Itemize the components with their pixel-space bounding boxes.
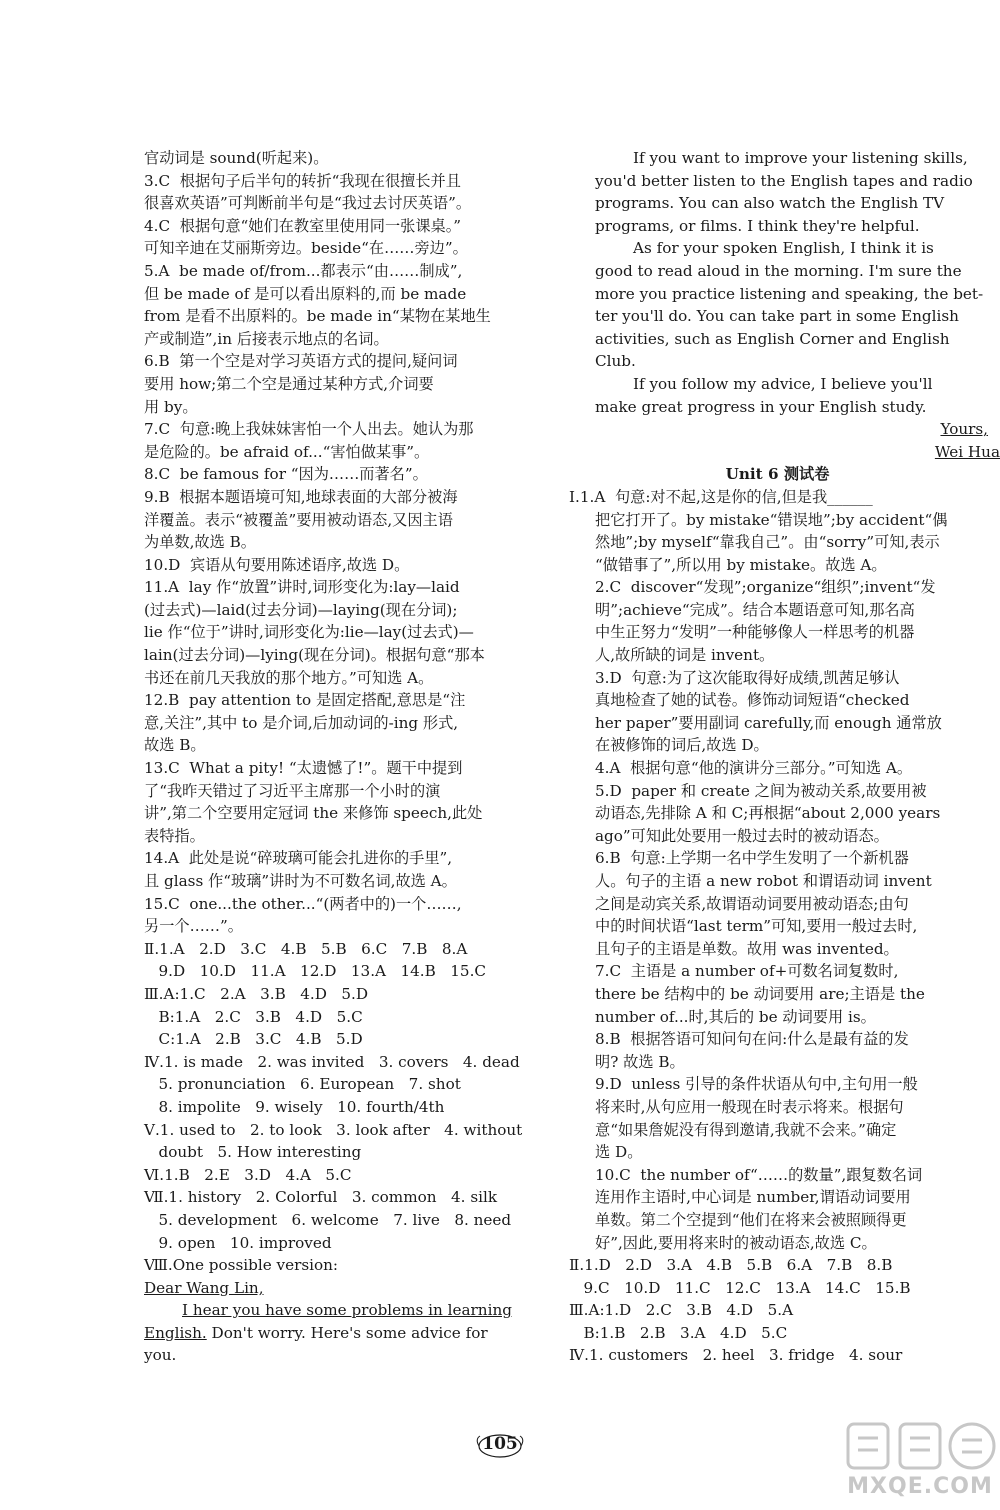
answer-line: 单数。第二个空提到“他们在将来会被照顾得更 bbox=[595, 1210, 907, 1229]
answer-line: ago”可知此处要用一般过去时的被动语态。 bbox=[595, 826, 889, 845]
answer-line: 11.A lay 作“放置”讲时,词形变化为:lay—laid bbox=[144, 578, 460, 597]
letter-closing: Yours, bbox=[940, 420, 988, 439]
letter-line: good to read aloud in the morning. I'm sure the bbox=[595, 261, 962, 280]
answer-line: 讲”,第二个空要用定冠词 the 来修饰 speech,此处 bbox=[144, 804, 483, 823]
answer-line: 把它打开了。by mistake“错误地”;by accident“偶 bbox=[595, 510, 948, 529]
answer-line: 2.C discover“发现”;organize“组织”;invent“发 bbox=[595, 578, 936, 597]
answer-key-line: Ⅳ.1. is made 2. was invited 3. covers 4. dead bbox=[144, 1052, 520, 1071]
answer-key-line: Ⅱ.1.D 2.D 3.A 4.B 5.B 6.A 7.B 8.B bbox=[569, 1256, 893, 1275]
answer-line: 5.A be made of/from...都表示“由……制成”, bbox=[144, 261, 463, 280]
right-column bbox=[569, 147, 1000, 1367]
watermark bbox=[842, 1416, 998, 1506]
answer-line: (过去式)—laid(过去分词)—laying(现在分词); bbox=[144, 600, 458, 619]
watermark-logo-icon bbox=[842, 1416, 998, 1476]
answer-key-line: Ⅵ.1.B 2.E 3.D 4.A 5.C bbox=[144, 1165, 352, 1184]
answer-key-line: Ⅱ.1.A 2.D 3.C 4.B 5.B 6.C 7.B 8.A bbox=[144, 939, 468, 958]
letter-line: you'd better listen to the English tapes and radio bbox=[595, 171, 973, 190]
answer-key-line: B:1.B 2.B 3.A 4.D 5.C bbox=[569, 1323, 788, 1342]
answer-line: 连用作主语时,中心词是 number,谓语动词要用 bbox=[595, 1188, 911, 1207]
answer-line: 12.B pay attention to 是固定搭配,意思是“注 bbox=[144, 691, 466, 710]
answer-line: Ⅰ.1.A 句意:对不起,这是你的信,但是我______ bbox=[569, 487, 873, 506]
answer-key-line: Ⅷ.One possible version: bbox=[144, 1256, 339, 1275]
answer-line: 但 be made of 是可以看出原料的,而 be made bbox=[144, 284, 467, 303]
answer-key-line: 5. development 6. welcome 7. live 8. need bbox=[144, 1210, 512, 1229]
answer-line: 书还在前几天我放的那个地方。”可知选 A。 bbox=[144, 668, 434, 687]
answer-key-line: B:1.A 2.C 3.B 4.D 5.C bbox=[144, 1007, 363, 1026]
answer-line: 意,关注”,其中 to 是介词,后加动词的-ing 形式, bbox=[144, 713, 459, 732]
answer-line: 可知辛迪在艾丽斯旁边。beside“在……旁边”。 bbox=[144, 239, 468, 258]
answer-line: 然地”;by myself“靠我自己”。由“sorry”可知,表示 bbox=[595, 533, 940, 552]
answer-key-line: Ⅴ.1. used to 2. to look 3. look after 4. without bbox=[144, 1120, 523, 1139]
answer-line: 10.C the number of“……的数量”,跟复数名词 bbox=[595, 1165, 923, 1184]
answer-line: there be 结构中的 be 动词要用 are;主语是 the bbox=[595, 984, 925, 1003]
letter-line: more you practice listening and speaking, the bet- bbox=[595, 284, 984, 303]
answer-line: 好”,因此,要用将来时的被动语态,故选 C。 bbox=[595, 1233, 877, 1252]
answer-line: 8.C be famous for “因为……而著名”。 bbox=[144, 465, 428, 484]
page-number: 105 bbox=[482, 1434, 518, 1454]
answer-line: 洋覆盖。表示“被覆盖”要用被动语态,又因主语 bbox=[144, 510, 453, 529]
answer-line: 6.B 句意:上学期一名中学生发明了一个新机器 bbox=[595, 849, 909, 868]
answer-line: 8.B 根据答语可知问句在问:什么是最有益的发 bbox=[595, 1030, 909, 1049]
letter-line: programs. You can also watch the English TV bbox=[595, 194, 945, 213]
answer-line: 动语态,先排除 A 和 C;再根据“about 2,000 years bbox=[595, 804, 941, 823]
answer-key-line: 9.D 10.D 11.A 12.D 13.A 14.B 15.C bbox=[144, 962, 487, 981]
answer-line: “做错事了”,所以用 by mistake。故选 A。 bbox=[595, 555, 887, 574]
answer-line: 4.C 根据句意“她们在教室里使用同一张课桌。” bbox=[144, 216, 462, 235]
answer-line: 13.C What a pity! “太遗憾了!”。题干中提到 bbox=[144, 759, 463, 778]
answer-line: 很喜欢英语”可判断前半句是“我过去讨厌英语”。 bbox=[144, 194, 472, 213]
answer-line: 了“我昨天错过了习近平主席那一个小时的演 bbox=[144, 781, 441, 800]
answer-key-line: 9. open 10. improved bbox=[144, 1233, 332, 1252]
section-title: Unit 6 测试卷 bbox=[725, 465, 830, 484]
answer-line: 5.D paper 和 create 之间为被动关系,故要用被 bbox=[595, 781, 927, 800]
answer-key-line: Ⅶ.1. history 2. Colorful 3. common 4. silk bbox=[144, 1188, 498, 1207]
answer-line: 之间是动宾关系,故谓语动词要用被动语态;由句 bbox=[595, 894, 909, 913]
answer-key-line: Ⅲ.A:1.D 2.C 3.B 4.D 5.A bbox=[569, 1301, 794, 1320]
answer-line: 人。句子的主语 a new robot 和谓语动词 invent bbox=[595, 872, 932, 890]
answer-line: 选 D。 bbox=[595, 1143, 643, 1162]
answer-line: 在被修饰的词后,故选 D。 bbox=[595, 736, 769, 755]
answer-line: 15.C one...the other...“(两者中的)一个……, bbox=[144, 894, 462, 913]
letter-line: programs, or films. I think they're helpful. bbox=[595, 216, 920, 235]
answer-line: 9.D unless 引导的条件状语从句中,主句用一般 bbox=[595, 1075, 918, 1094]
answer-key-line: Ⅳ.1. customers 2. heel 3. fridge 4. sour bbox=[569, 1346, 903, 1365]
answer-line: 3.D 句意:为了这次能取得好成绩,凯茜足够认 bbox=[595, 668, 900, 687]
answer-line: 3.C 根据句子后半句的转折“我现在很擅长并且 bbox=[144, 171, 461, 190]
letter-line: If you follow my advice, I believe you'll bbox=[633, 374, 933, 393]
answer-key-line: Ⅲ.A:1.C 2.A 3.B 4.D 5.D bbox=[144, 984, 369, 1003]
answer-line: number of...时,其后的 be 动词要用 is。 bbox=[595, 1007, 876, 1026]
answer-line: 为单数,故选 B。 bbox=[144, 533, 256, 552]
watermark-text: MXQE.COM bbox=[847, 1474, 993, 1499]
answer-line: 产或制造”,in 后接表示地点的名词。 bbox=[144, 329, 389, 348]
answer-line: 6.B 第一个空是对学习英语方式的提问,疑问词 bbox=[144, 352, 458, 371]
answer-line: 将来时,从句应用一般现在时表示将来。根据句 bbox=[595, 1097, 904, 1116]
answer-line: 7.C 主语是 a number of+可数名词复数时, bbox=[595, 962, 899, 981]
answer-line: from 是看不出原料的。be made in“某物在某地生 bbox=[144, 307, 491, 326]
answer-line: 7.C 句意:晚上我妹妹害怕一个人出去。她认为那 bbox=[144, 420, 474, 439]
letter-line: ter you'll do. You can take part in some English bbox=[595, 307, 959, 326]
letter-greeting: Dear Wang Lin, bbox=[144, 1278, 264, 1297]
letter-line: activities, such as English Corner and English bbox=[595, 329, 950, 348]
letter-line: If you want to improve your listening skills, bbox=[633, 149, 968, 167]
answer-line: her paper”要用副词 carefully,而 enough 通常放 bbox=[595, 713, 942, 732]
answer-line: 人,故所缺的词是 invent。 bbox=[595, 646, 775, 665]
letter-line: As for your spoken English, I think it is bbox=[633, 239, 934, 258]
letter-paragraph-line: you. bbox=[144, 1346, 177, 1365]
answer-line: lain(过去分词)—lying(现在分词)。根据句意“那本 bbox=[144, 646, 485, 665]
answer-line: 另一个……”。 bbox=[144, 917, 243, 936]
answer-line: 故选 B。 bbox=[144, 736, 206, 755]
answer-line: 明”;achieve“完成”。结合本题语意可知,那名高 bbox=[595, 600, 915, 619]
answer-line: 要用 how;第二个空是通过某种方式,介词要 bbox=[144, 374, 434, 393]
answer-key-line: 5. pronunciation 6. European 7. shot bbox=[144, 1075, 461, 1094]
answer-line: 中的时间状语“last term”可知,要用一般过去时, bbox=[595, 917, 918, 936]
answer-line: 10.D 宾语从句要用陈述语序,故选 D。 bbox=[144, 555, 410, 574]
letter-line: make great progress in your English study. bbox=[595, 397, 927, 416]
answer-line: 中生正努力“发明”一种能够像人一样思考的机器 bbox=[595, 623, 915, 642]
answer-key-line: 8. impolite 9. wisely 10. fourth/4th bbox=[144, 1097, 445, 1116]
answer-key-line: 9.C 10.D 11.C 12.C 13.A 14.C 15.B bbox=[569, 1278, 911, 1297]
answer-line: 表特指。 bbox=[144, 826, 205, 845]
answer-line: 是危险的。be afraid of...“害怕做某事”。 bbox=[144, 442, 430, 461]
answer-line: 14.A 此处是说“碎玻璃可能会扎进你的手里”, bbox=[144, 849, 453, 868]
letter-signature: Wei Hua bbox=[934, 442, 1000, 461]
letter-line: Club. bbox=[595, 352, 636, 371]
answer-line: 且句子的主语是单数。故用 was invented。 bbox=[595, 939, 899, 958]
answer-line: 明? 故选 B。 bbox=[595, 1052, 685, 1071]
left-column bbox=[144, 147, 549, 1367]
answer-line: 且 glass 作“玻璃”讲时为不可数名词,故选 A。 bbox=[144, 872, 457, 890]
answer-line: 意“如果詹妮没有得到邀请,我就不会来。”确定 bbox=[595, 1120, 897, 1139]
letter-paragraph-line: English. Don't worry. Here's some advice for bbox=[144, 1323, 488, 1342]
answer-line: 官动词是 sound(听起来)。 bbox=[144, 149, 329, 167]
answer-line: 9.B 根据本题语境可知,地球表面的大部分被海 bbox=[144, 487, 458, 506]
answer-line: 真地检查了她的试卷。修饰动词短语“checked bbox=[595, 691, 910, 710]
answer-key-line: C:1.A 2.B 3.C 4.B 5.D bbox=[144, 1030, 363, 1049]
answer-line: 4.A 根据句意“他的演讲分三部分。”可知选 A。 bbox=[595, 759, 913, 778]
letter-paragraph-line: I hear you have some problems in learning bbox=[182, 1301, 512, 1320]
answer-key-line: doubt 5. How interesting bbox=[144, 1143, 362, 1162]
answer-line: lie 作“位于”讲时,词形变化为:lie—lay(过去式)— bbox=[144, 623, 474, 642]
answer-line: 用 by。 bbox=[144, 397, 198, 416]
